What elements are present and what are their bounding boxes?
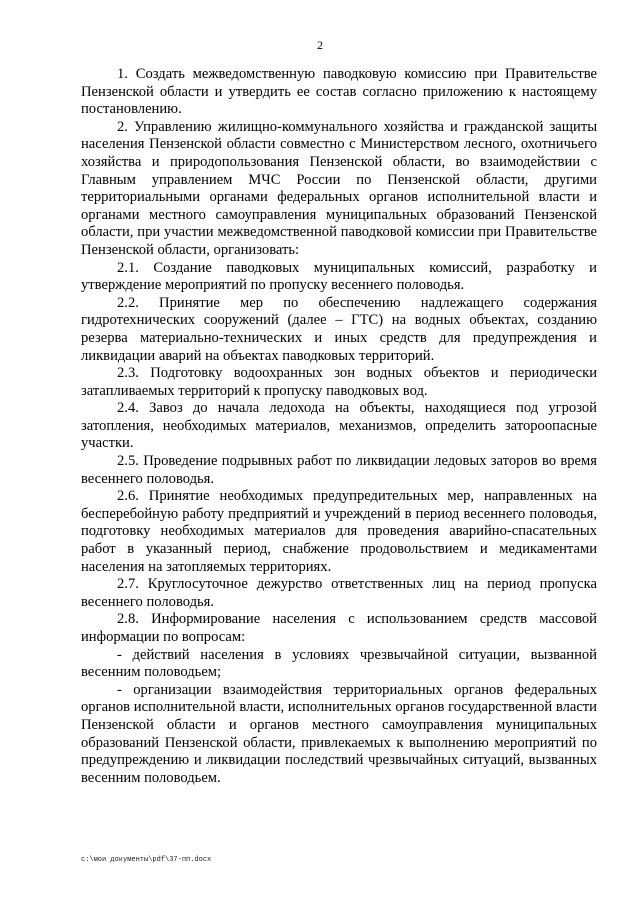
paragraph-2-8: 2.8. Информирование населения с использованием средств массовой информации по вопросам: <box>81 611 597 645</box>
file-path-footer: c:\мои документы\pdf\37-пп.docx <box>81 856 212 864</box>
paragraph-2: 2. Управлению жилищно-коммунального хозяйства и гражданской защиты населения Пензенской области совместно с Министерством лесного, охотничьего хозяйства и природопользования Пензенской области, во взаимодействии с Главным управлением МЧС России по Пензенской области, другими территориальными органами федеральных органов исполнительной власти и органами местного самоуправления муниципальных образований Пензенской области, при участии межведомственной паводковой комиссии при Правительстве Пензенской области, организовать: <box>81 118 597 258</box>
paragraph-2-5: 2.5. Проведение подрывных работ по ликвидации ледовых заторов во время весеннего половодья. <box>81 453 597 487</box>
page-number: 2 <box>317 38 323 52</box>
paragraph-2-1: 2.1. Создание паводковых муниципальных комиссий, разработку и утверждение мероприятий по пропуску весеннего половодья. <box>81 259 597 294</box>
paragraph-2-2: 2.2. Принятие мер по обеспечению надлежащего содержания гидротехнических сооружений (далее – ГТС) на водных объектах, созданию резерва материально-технических и иных средств для предупреждения и ликвидации аварий на объектах паводковых территорий. <box>81 294 597 364</box>
paragraph-2-6: 2.6. Принятие необходимых предупредительных мер, направленных на бесперебойную работу предприятий и учреждений в период весеннего половодья, подготовку необходимых материалов для проведения аварийно-спасательных работ в указанный период, снабжение продовольствием и медикаментами населения на затопляемых территориях. <box>81 488 597 575</box>
paragraph-2-7: 2.7. Круглосуточное дежурство ответственных лиц на период пропуска весеннего половодья. <box>81 576 597 610</box>
list-item-population-actions: - действий населения в условиях чрезвычайной ситуации, вызванной весенним половодьем; <box>81 646 597 681</box>
paragraph-2-3: 2.3. Подготовку водоохранных зон водных объектов и периодически затапливаемых территорий к пропуску паводковых вод. <box>81 365 597 399</box>
list-item-interaction-organization: - организации взаимодействия территориальных органов федеральных органов исполнительной власти, исполнительных органов государственной власти Пензенской области и органов местного самоуправления муниципальных образований Пензенской области, привлекаемых к выполнению мероприятий по предупреждению и ликвидации последствий чрезвычайных ситуаций, вызванных весенним половодьем. <box>81 681 597 786</box>
paragraph-1: 1. Создать межведомственную паводковую комиссию при Правительстве Пензенской области и утвердить ее состав согласно приложению к настоящему постановлению. <box>81 66 597 118</box>
document-body <box>81 66 597 787</box>
paragraph-2-4: 2.4. Завоз до начала ледохода на объекты, находящиеся под угрозой затопления, необходимых материалов, механизмов, определить затороопасные участки. <box>81 400 597 452</box>
